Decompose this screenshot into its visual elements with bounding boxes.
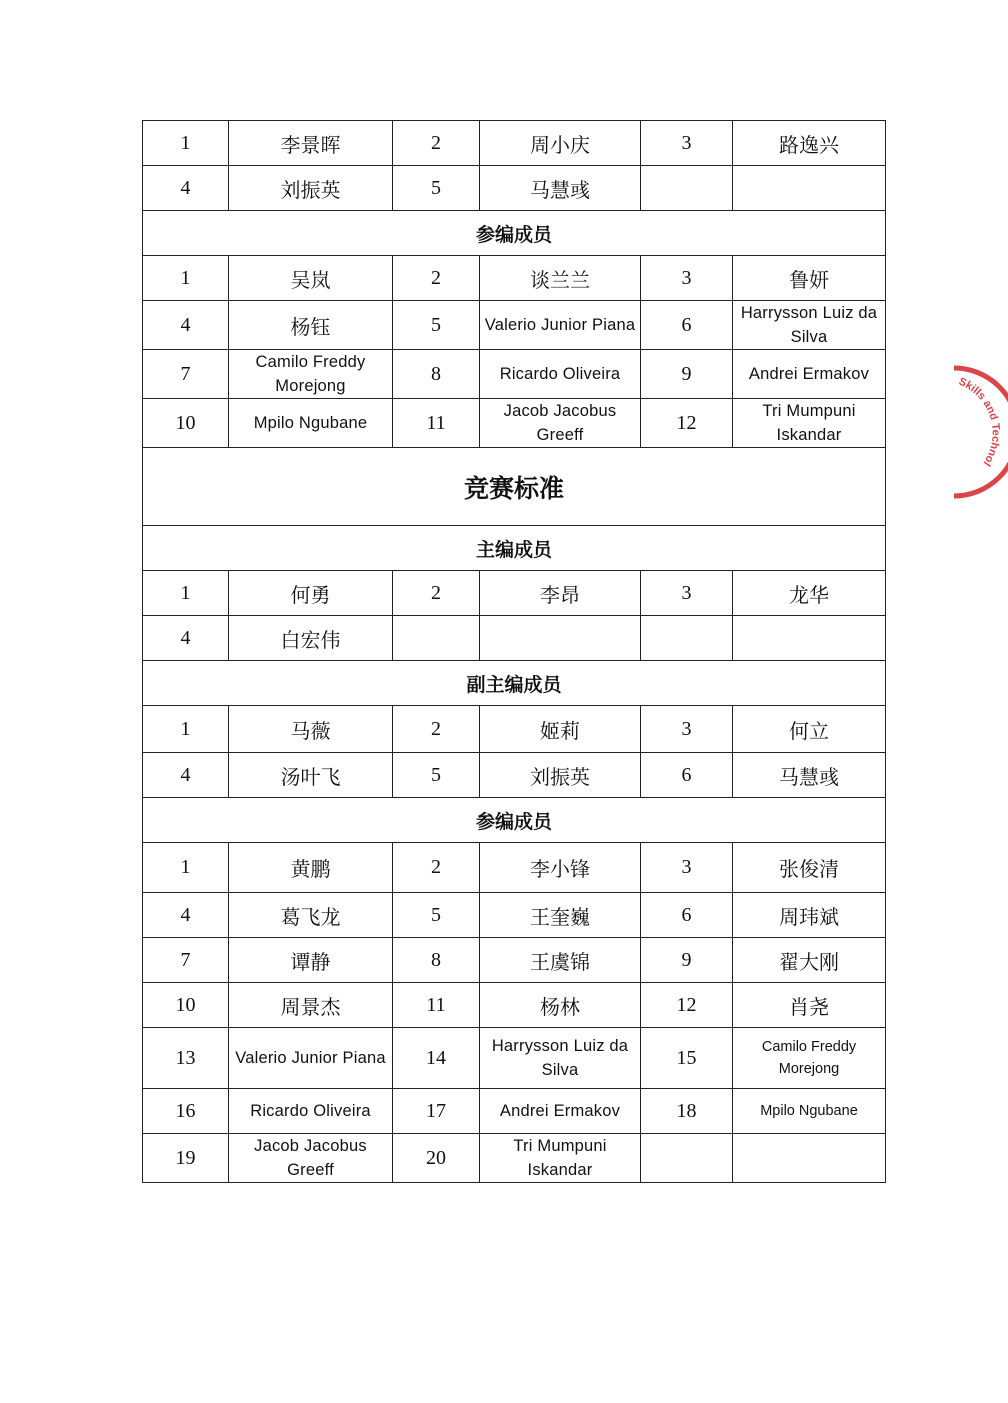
- section-heading-row: [143, 661, 886, 706]
- member-name: Tri Mumpuni Iskandar: [733, 399, 886, 448]
- roster-table: [142, 120, 886, 1183]
- member-name: 王虞锦: [480, 938, 641, 983]
- row-number: [393, 616, 480, 661]
- row-number: 1: [143, 843, 229, 893]
- table-row: [143, 121, 886, 166]
- member-name: 谈兰兰: [480, 256, 641, 301]
- row-number: 1: [143, 256, 229, 301]
- member-name: 张俊清: [733, 843, 886, 893]
- row-number: 5: [393, 893, 480, 938]
- row-number: 3: [641, 706, 733, 753]
- row-number: 4: [143, 166, 229, 211]
- row-number: 19: [143, 1134, 229, 1183]
- member-name: 李小锋: [480, 843, 641, 893]
- row-number: 8: [393, 350, 480, 399]
- member-name: Camilo Freddy Morejong: [229, 350, 393, 399]
- section-heading: 主编成员: [143, 526, 886, 571]
- table-row: [143, 256, 886, 301]
- member-name: Mpilo Ngubane: [733, 1089, 886, 1134]
- table-row: [143, 1089, 886, 1134]
- member-name: 白宏伟: [229, 616, 393, 661]
- member-name: 杨林: [480, 983, 641, 1028]
- row-number: 6: [641, 753, 733, 798]
- table-row: [143, 350, 886, 399]
- section-heading-row: [143, 526, 886, 571]
- member-name: Andrei Ermakov: [733, 350, 886, 399]
- table-row: [143, 399, 886, 448]
- row-number: 1: [143, 706, 229, 753]
- member-name: Harrysson Luiz da Silva: [480, 1028, 641, 1089]
- member-name: 刘振英: [480, 753, 641, 798]
- table-row: [143, 706, 886, 753]
- row-number: 16: [143, 1089, 229, 1134]
- row-number: 11: [393, 399, 480, 448]
- row-number: 12: [641, 399, 733, 448]
- document-title-row: [143, 448, 886, 526]
- member-name: 谭静: [229, 938, 393, 983]
- row-number: 2: [393, 843, 480, 893]
- section-heading: 副主编成员: [143, 661, 886, 706]
- row-number: 4: [143, 301, 229, 350]
- table-row: [143, 571, 886, 616]
- table-row: [143, 938, 886, 983]
- row-number: 6: [641, 893, 733, 938]
- row-number: 13: [143, 1028, 229, 1089]
- seal-stamp: [948, 362, 1008, 502]
- row-number: 2: [393, 571, 480, 616]
- section-heading-row: [143, 798, 886, 843]
- row-number: 4: [143, 753, 229, 798]
- member-name: 姬莉: [480, 706, 641, 753]
- row-number: 7: [143, 350, 229, 399]
- member-name: Mpilo Ngubane: [229, 399, 393, 448]
- row-number: 3: [641, 571, 733, 616]
- member-name: 马慧彧: [480, 166, 641, 211]
- member-name: [480, 616, 641, 661]
- member-name: Jacob Jacobus Greeff: [480, 399, 641, 448]
- row-number: 2: [393, 256, 480, 301]
- row-number: 6: [641, 301, 733, 350]
- row-number: 17: [393, 1089, 480, 1134]
- row-number: 2: [393, 706, 480, 753]
- member-name: Tri Mumpuni Iskandar: [480, 1134, 641, 1183]
- member-name: 黄鹏: [229, 843, 393, 893]
- table-row: [143, 301, 886, 350]
- member-name: 何立: [733, 706, 886, 753]
- row-number: 5: [393, 166, 480, 211]
- member-name: 马薇: [229, 706, 393, 753]
- member-name: 王奎巍: [480, 893, 641, 938]
- section-title: 竞赛标准: [143, 448, 886, 526]
- row-number: 3: [641, 256, 733, 301]
- table-row: [143, 893, 886, 938]
- row-number: 1: [143, 121, 229, 166]
- member-name: 肖尧: [733, 983, 886, 1028]
- row-number: 5: [393, 753, 480, 798]
- member-name: 李昂: [480, 571, 641, 616]
- member-name: 周景杰: [229, 983, 393, 1028]
- row-number: [641, 616, 733, 661]
- member-name: Camilo Freddy Morejong: [733, 1028, 886, 1089]
- member-name: 葛飞龙: [229, 893, 393, 938]
- row-number: 9: [641, 350, 733, 399]
- row-number: 5: [393, 301, 480, 350]
- member-name: [733, 166, 886, 211]
- section-heading-row: [143, 211, 886, 256]
- row-number: 4: [143, 893, 229, 938]
- member-name: Harrysson Luiz da Silva: [733, 301, 886, 350]
- row-number: 12: [641, 983, 733, 1028]
- row-number: 3: [641, 843, 733, 893]
- seal-text: Skills and Technol: [956, 375, 1002, 469]
- table-row: [143, 1134, 886, 1183]
- row-number: [641, 1134, 733, 1183]
- table-row: [143, 753, 886, 798]
- member-name: Andrei Ermakov: [480, 1089, 641, 1134]
- table-row: [143, 616, 886, 661]
- row-number: 7: [143, 938, 229, 983]
- section-heading: 参编成员: [143, 798, 886, 843]
- row-number: 2: [393, 121, 480, 166]
- row-number: [641, 166, 733, 211]
- member-name: 刘振英: [229, 166, 393, 211]
- table-row: [143, 1028, 886, 1089]
- member-name: [733, 1134, 886, 1183]
- member-name: Jacob Jacobus Greeff: [229, 1134, 393, 1183]
- member-name: 龙华: [733, 571, 886, 616]
- row-number: 4: [143, 616, 229, 661]
- row-number: 1: [143, 571, 229, 616]
- row-number: 11: [393, 983, 480, 1028]
- row-number: 3: [641, 121, 733, 166]
- row-number: 15: [641, 1028, 733, 1089]
- member-name: Ricardo Oliveira: [229, 1089, 393, 1134]
- table-row: [143, 843, 886, 893]
- member-name: [733, 616, 886, 661]
- row-number: 10: [143, 399, 229, 448]
- row-number: 9: [641, 938, 733, 983]
- member-name: 杨钰: [229, 301, 393, 350]
- member-name: 翟大刚: [733, 938, 886, 983]
- member-name: 鲁妍: [733, 256, 886, 301]
- member-name: 马慧彧: [733, 753, 886, 798]
- member-name: 吴岚: [229, 256, 393, 301]
- row-number: 20: [393, 1134, 480, 1183]
- member-name: 李景晖: [229, 121, 393, 166]
- member-name: Valerio Junior Piana: [480, 301, 641, 350]
- member-name: 周小庆: [480, 121, 641, 166]
- section-heading: 参编成员: [143, 211, 886, 256]
- table-row: [143, 166, 886, 211]
- row-number: 8: [393, 938, 480, 983]
- member-name: 路逸兴: [733, 121, 886, 166]
- row-number: 18: [641, 1089, 733, 1134]
- member-name: 何勇: [229, 571, 393, 616]
- member-name: Valerio Junior Piana: [229, 1028, 393, 1089]
- member-name: Ricardo Oliveira: [480, 350, 641, 399]
- member-name: 周玮斌: [733, 893, 886, 938]
- row-number: 14: [393, 1028, 480, 1089]
- member-name: 汤叶飞: [229, 753, 393, 798]
- table-row: [143, 983, 886, 1028]
- row-number: 10: [143, 983, 229, 1028]
